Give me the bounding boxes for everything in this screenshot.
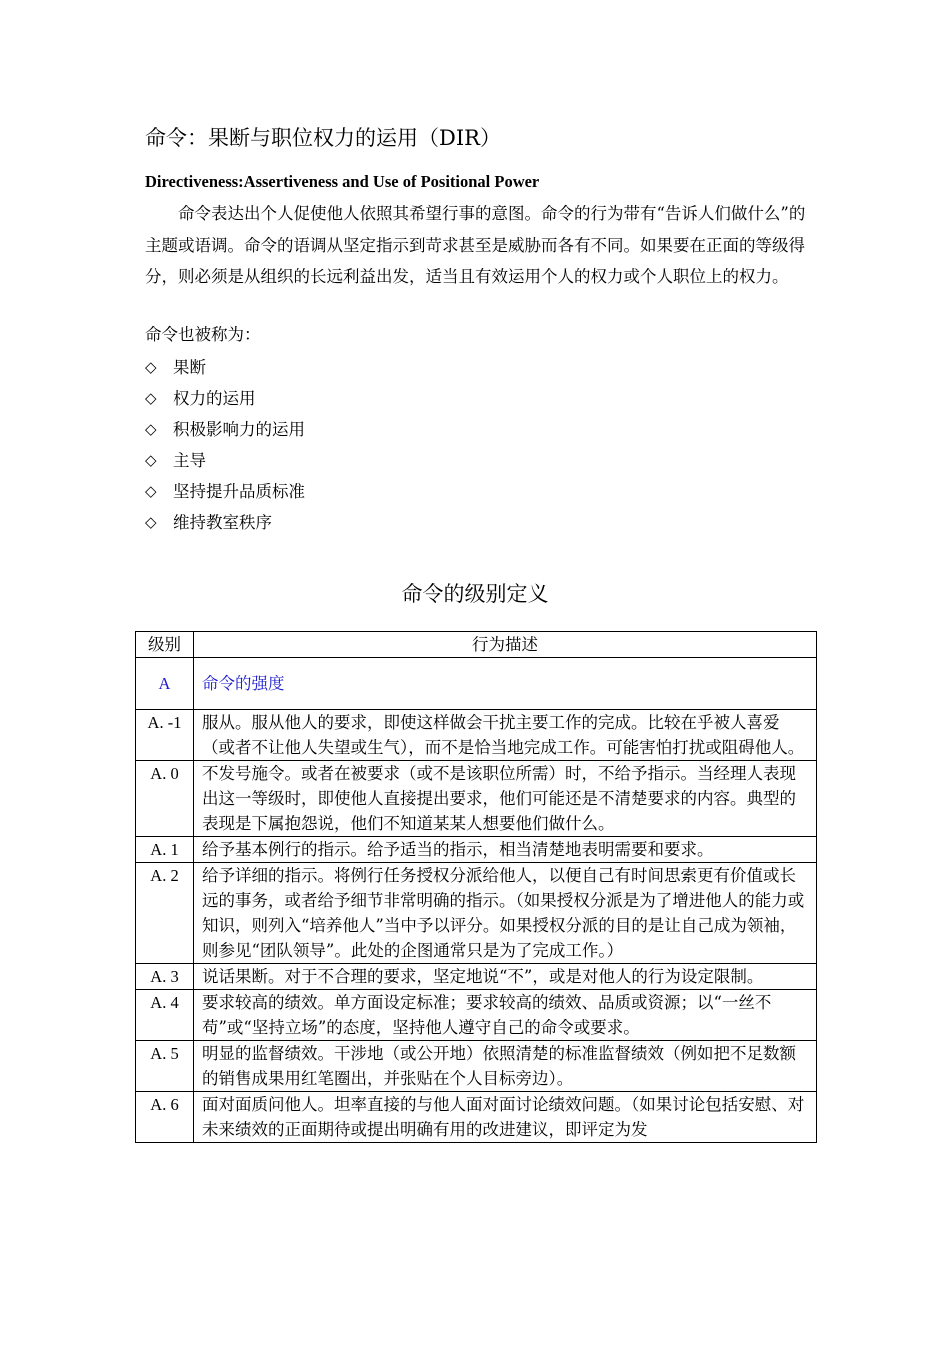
table-row: [136, 761, 817, 837]
table-row: [136, 1092, 817, 1143]
row-level: A. 1: [136, 837, 194, 863]
diamond-bullet-icon: ◇: [145, 451, 157, 469]
row-level: A. 2: [136, 863, 194, 964]
alias-text: 果断: [173, 358, 206, 377]
english-subtitle: Directiveness:Assertiveness and Use of Positional Power: [145, 172, 540, 191]
alias-text: 坚持提升品质标准: [173, 482, 305, 501]
diamond-bullet-icon: ◇: [145, 513, 157, 531]
table-row: [136, 837, 817, 863]
alias-item: [145, 414, 305, 445]
alias-text: 维持教室秩序: [173, 513, 272, 532]
alias-item: [145, 507, 305, 538]
row-level: A. 6: [136, 1092, 194, 1143]
alias-text: 主导: [173, 451, 206, 470]
table-row: [136, 964, 817, 990]
alias-item: [145, 445, 305, 476]
table-row: [136, 710, 817, 761]
row-description: 明显的监督绩效。干涉地（或公开地）依照清楚的标准监督绩效（例如把不足数额的销售成果用红笔圈出，并张贴在个人目标旁边）。: [194, 1041, 817, 1092]
section-level: A: [136, 658, 194, 710]
table-row: [136, 863, 817, 964]
header-level: 级别: [136, 632, 194, 658]
row-level: A. 5: [136, 1041, 194, 1092]
also-called-label: 命令也被称为：: [145, 325, 261, 344]
table-row: [136, 1041, 817, 1092]
row-description: 面对面质问他人。坦率直接的与他人面对面讨论绩效问题。（如果讨论包括安慰、对未来绩效的正面期待或提出明确有用的改进建议，即评定为发: [194, 1092, 817, 1143]
table-row: [136, 990, 817, 1041]
alias-list: [145, 352, 305, 538]
section-title: 命令的强度: [194, 658, 817, 710]
row-level: A. -1: [136, 710, 194, 761]
diamond-bullet-icon: ◇: [145, 358, 157, 376]
table-title: 命令的级别定义: [401, 582, 549, 606]
row-description: 不发号施令。或者在被要求（或不是该职位所需）时，不给予指示。当经理人表现出这一等级时，即使他人直接提出要求，他们可能还是不清楚要求的内容。典型的表现是下属抱怨说，他们不知道某某人想要他们做什么。: [194, 761, 817, 837]
alias-text: 积极影响力的运用: [173, 420, 305, 439]
alias-text: 权力的运用: [173, 389, 256, 408]
table-header-row: [136, 632, 817, 658]
row-level: A. 4: [136, 990, 194, 1041]
row-level: A. 3: [136, 964, 194, 990]
alias-item: [145, 383, 305, 414]
row-description: 服从。服从他人的要求，即使这样做会干扰主要工作的完成。比较在乎被人喜爱（或者不让他人失望或生气），而不是恰当地完成工作。可能害怕打扰或阻碍他人。: [194, 710, 817, 761]
header-description: 行为描述: [194, 632, 817, 658]
row-description: 要求较高的绩效。单方面设定标准；要求较高的绩效、品质或资源；以“一丝不苟”或“坚持立场”的态度，坚持他人遵守自己的命令或要求。: [194, 990, 817, 1041]
row-description: 给予基本例行的指示。给予适当的指示，相当清楚地表明需要和要求。: [194, 837, 817, 863]
alias-item: [145, 476, 305, 507]
row-description: 说话果断。对于不合理的要求，坚定地说“不”，或是对他人的行为设定限制。: [194, 964, 817, 990]
intro-text: 命令表达出个人促使他人依照其希望行事的意图。命令的行为带有“告诉人们做什么”的主题或语调。命令的语调从坚定指示到苛求甚至是威胁而各有不同。如果要在正面的等级得分，则必须是从组织的长远利益出发，适当且有效运用个人的权力或个人职位上的权力。: [145, 204, 806, 286]
intro-paragraph: [145, 198, 815, 293]
page-title: 命令：果断与职位权力的运用（DIR）: [145, 126, 501, 150]
level-definition-table: [135, 631, 817, 1143]
section-row: [136, 658, 817, 710]
diamond-bullet-icon: ◇: [145, 420, 157, 438]
diamond-bullet-icon: ◇: [145, 389, 157, 407]
alias-item: [145, 352, 305, 383]
row-description: 给予详细的指示。将例行任务授权分派给他人，以便自己有时间思索更有价值或长远的事务，或者给予细节非常明确的指示。（如果授权分派是为了增进他人的能力或知识，则列入“培养他人”当中予以评分。如果授权分派的目的是让自己成为领袖，则参见“团队领导”。此处的企图通常只是为了完成工作。）: [194, 863, 817, 964]
row-level: A. 0: [136, 761, 194, 837]
diamond-bullet-icon: ◇: [145, 482, 157, 500]
